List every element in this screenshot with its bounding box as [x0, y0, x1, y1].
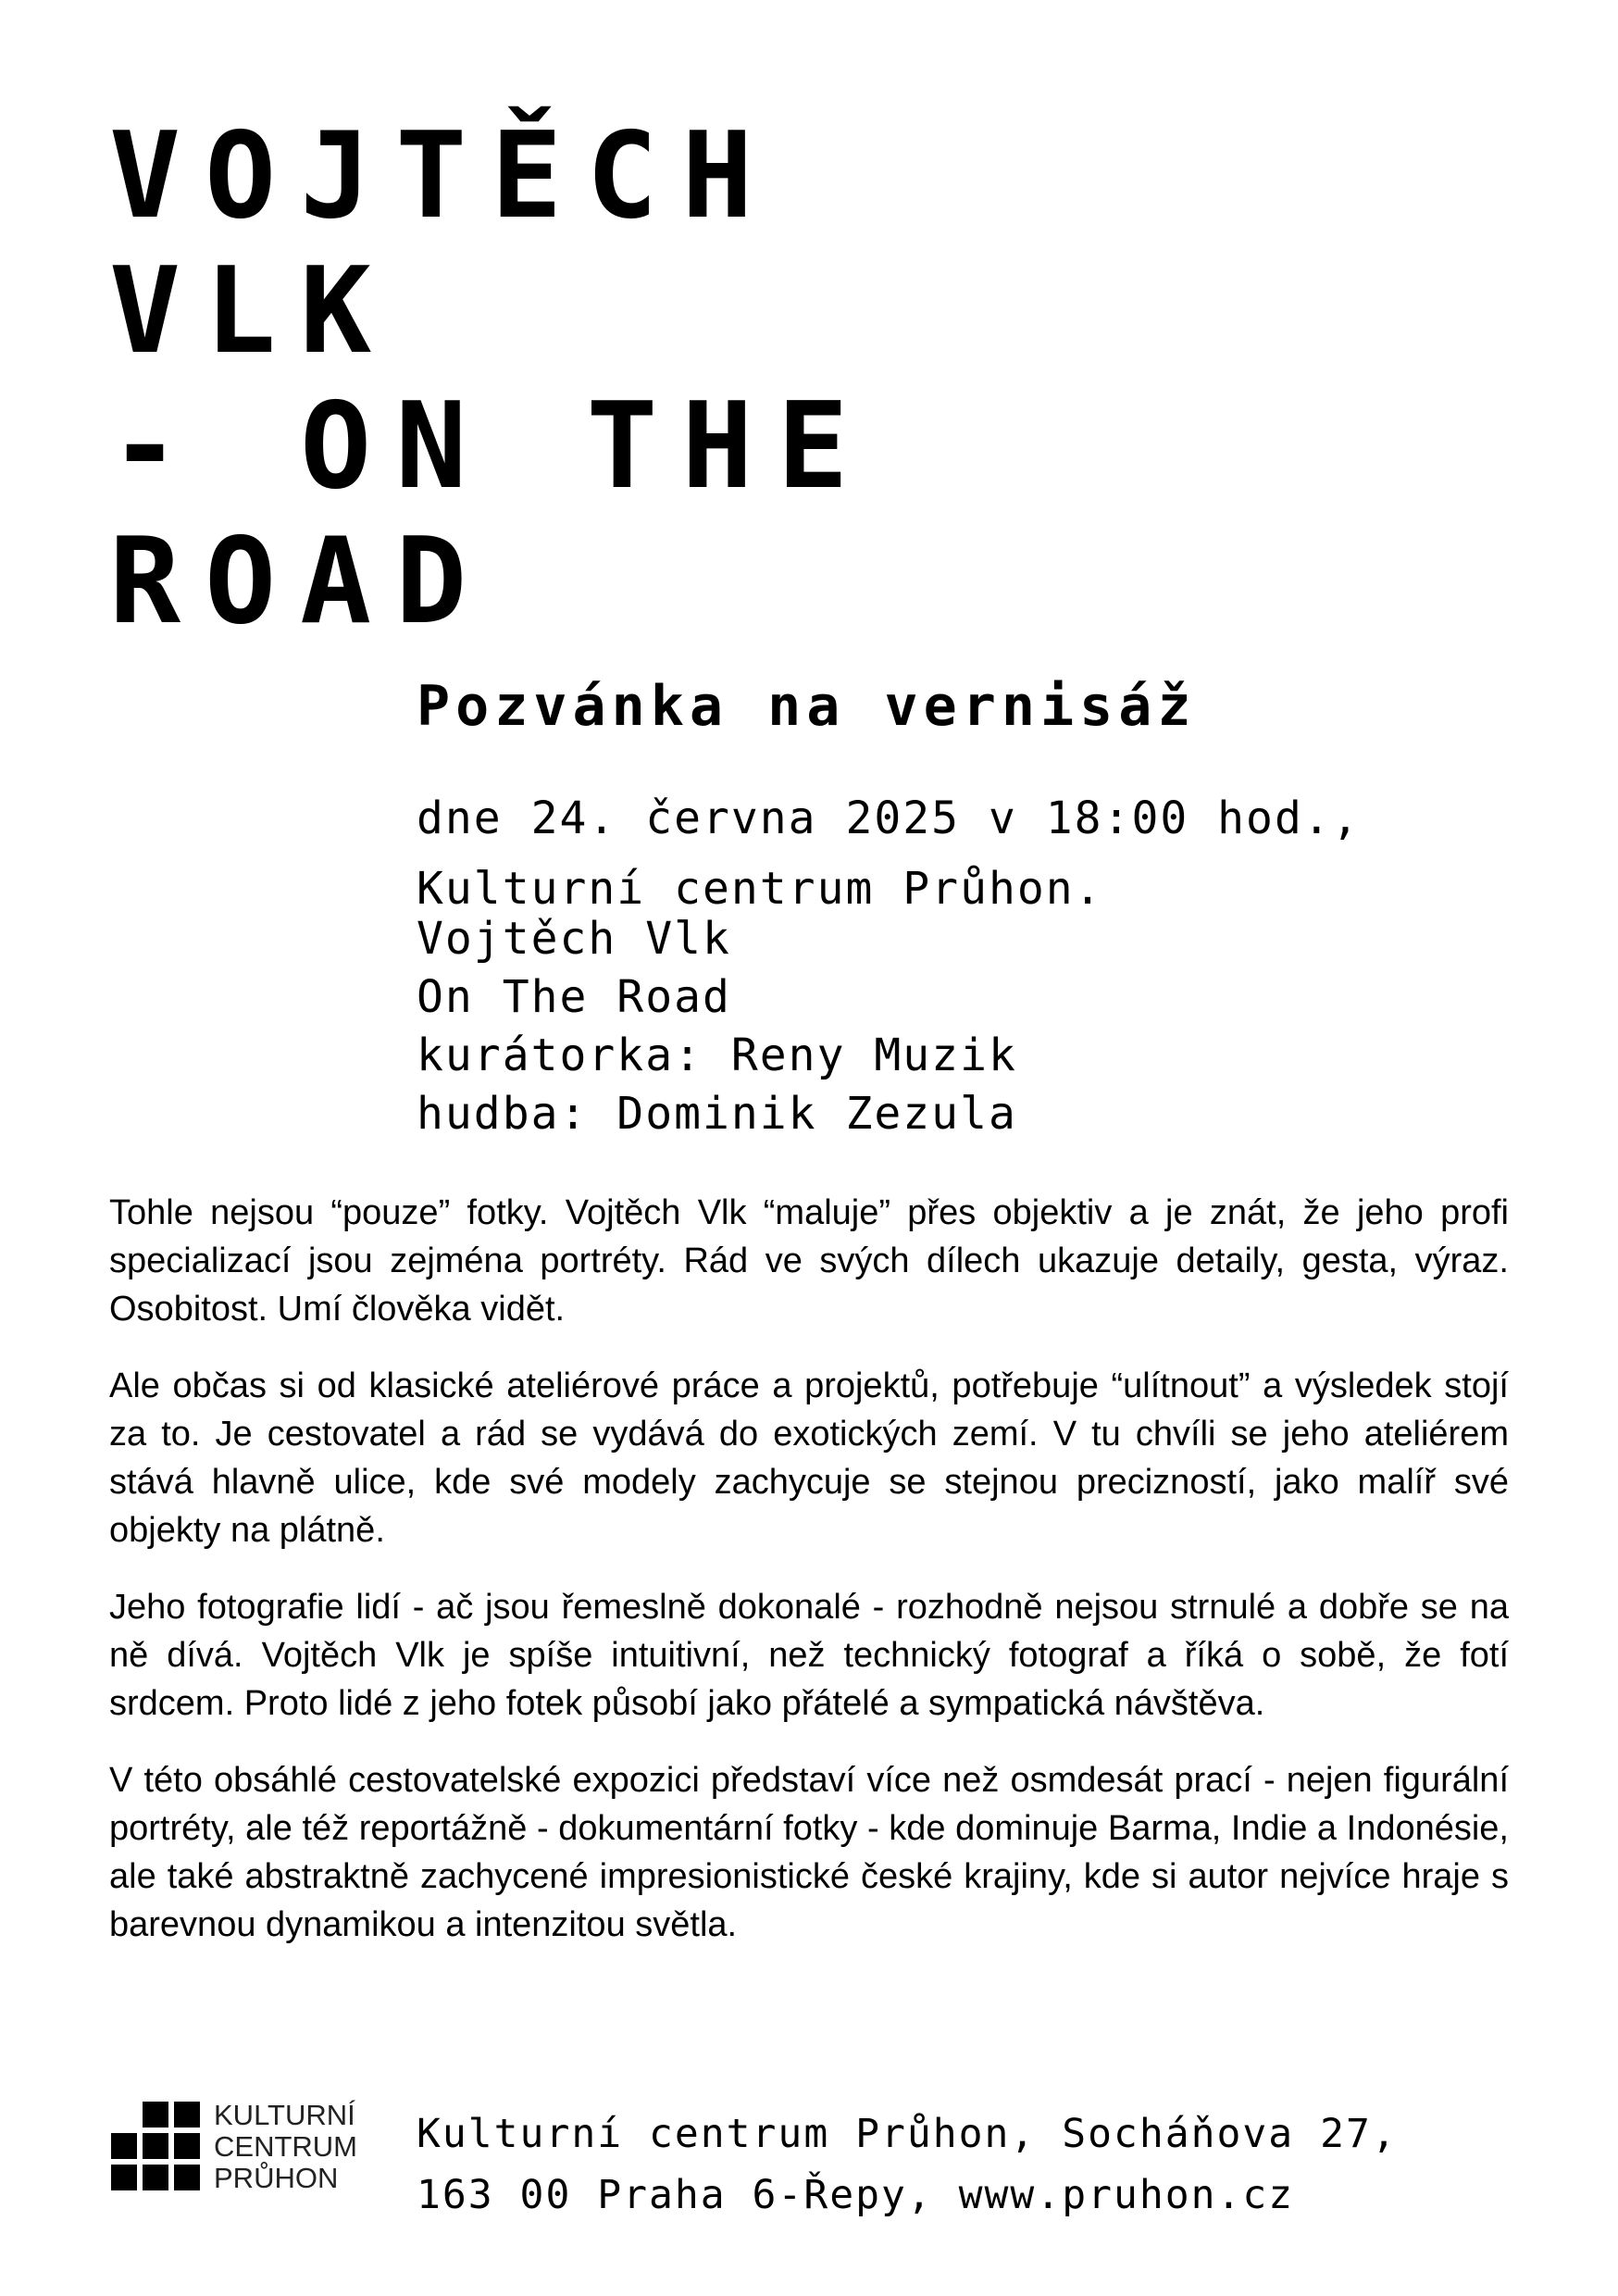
- logo-wordmark: [214, 2100, 357, 2194]
- invitation-heading: Pozvánka na vernisáž: [417, 674, 1197, 739]
- credit-exhibition: On The Road: [417, 971, 731, 1023]
- exhibition-title: [109, 109, 1127, 650]
- kulturni-centrum-logo: [109, 2100, 387, 2239]
- title-line-3: - ON THE: [109, 378, 873, 516]
- logo-line-2: CENTRUM: [214, 2130, 357, 2163]
- footer-address: [417, 2103, 1574, 2226]
- logo-line-3: PRŮHON: [214, 2162, 339, 2194]
- paragraph-4: V této obsáhlé cestovatelské expozici představí více než osmdesát prací - nejen figurální portréty, ale též reportážně - dokumentární fotky - kde dominuje Barma, Indie a Indonésie, ale také abstraktně zachycené impresionistické české krajiny, kde si autor nejvíce hraje s barevnou dynamikou a intenzitou světla.: [109, 1761, 1509, 1944]
- credit-music: hudba: Dominik Zezula: [417, 1088, 1017, 1140]
- paragraph-3: Jeho fotografie lidí - ač jsou řemeslně dokonalé - rozhodně nejsou strnulé a dobře se na ně dívá. Vojtěch Vlk je spíše intuitivní, než technický fotograf a říká o sobě, že fotí srdcem. Proto lidé z jeho fotek působí jako přátelé a sympatická návštěva.: [109, 1588, 1509, 1723]
- paragraph-2: Ale občas si od klasické ateliérové práce a projektů, potřebuje “ulítnout” a výsledek stojí za to. Je cestovatel a rád se vydává do exotických zemí. V tu chvíli se jeho ateliérem stává hlavně ulice, kde své modely zachycuje se stejnou precizností, jako malíř své objekty na plátně.: [109, 1366, 1509, 1550]
- address-line-1: Kulturní centrum Průhon, Socháňova 27,: [417, 2111, 1398, 2157]
- description-text: [109, 1189, 1509, 1978]
- address-line-2: 163 00 Praha 6-Řepy, www.pruhon.cz: [417, 2172, 1295, 2218]
- event-date-time: dne 24. června 2025 v 18:00 hod.,: [417, 792, 1361, 844]
- credit-curator: kurátorka: Reny Muzik: [417, 1029, 1017, 1081]
- credit-artist: Vojtěch Vlk: [417, 913, 731, 965]
- event-details: [417, 783, 1574, 924]
- checker-grid-icon: [109, 2100, 202, 2192]
- title-line-2: VLK: [109, 243, 396, 381]
- event-venue: Kulturní centrum Průhon.: [417, 863, 1103, 915]
- logo-line-1: KULTURNÍ: [214, 2099, 355, 2131]
- title-line-1: VOJTĚCH: [109, 107, 778, 245]
- credits-block: [417, 910, 1574, 1143]
- paragraph-1: Tohle nejsou “pouze” fotky. Vojtěch Vlk “maluje” přes objektiv a je znát, že jeho profi specializací jsou zejména portréty. Rád ve svých dílech ukazuje detaily, gesta, výraz. Osobitost. Umí člověka vidět.: [109, 1193, 1509, 1329]
- title-line-4: ROAD: [109, 513, 492, 651]
